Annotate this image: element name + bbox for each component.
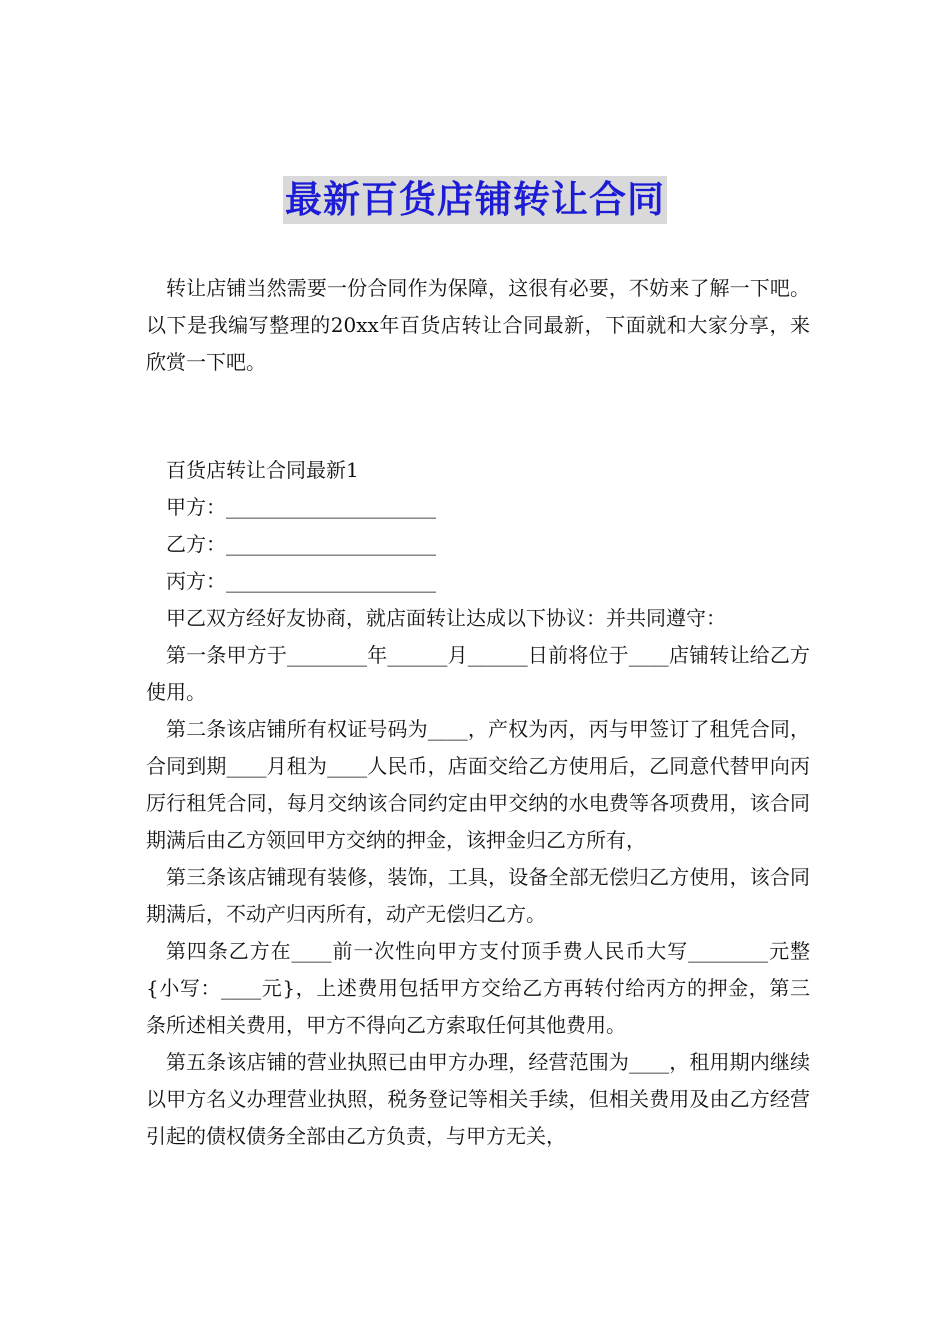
article-2: 第二条该店铺所有权证号码为____，产权为丙，丙与甲签订了租凭合同，合同到期____月租为____人民币，店面交给乙方使用后，乙同意代替甲向丙厉行租凭合同，每月交纳该合同约定由甲交纳的水电费等各项费用，该合同期满后由乙方领回甲方交纳的押金，该押金归乙方所有， — [146, 717, 810, 852]
title-container — [0, 176, 950, 224]
article-4: 第四条乙方在____前一次性向甲方支付顶手费人民币大写________元整{小写：____元}，上述费用包括甲方交给乙方再转付给丙方的押金，第三条所述相关费用，甲方不得向乙方索取任何其他费用。 — [146, 939, 810, 1037]
party-b-line: 乙方：_____________________ — [166, 532, 436, 556]
article-5: 第五条该店铺的营业执照已由甲方办理，经营范围为____，租用期内继续以甲方名义办理营业执照，税务登记等相关手续，但相关费用及由乙方经营引起的债权债务全部由乙方负责，与甲方无关， — [146, 1050, 810, 1148]
article-3: 第三条该店铺现有装修，装饰，工具，设备全部无偿归乙方使用，该合同期满后，不动产归丙所有，动产无偿归乙方。 — [146, 865, 810, 926]
party-c-line: 丙方：_____________________ — [166, 569, 436, 593]
article-1: 第一条甲方于________年______月______日前将位于____店铺转让给乙方使用。 — [146, 643, 810, 704]
party-a-line: 甲方：_____________________ — [166, 495, 436, 519]
agreement-paragraph: 甲乙双方经好友协商，就店面转让达成以下协议：并共同遵守： — [166, 606, 726, 630]
section-heading: 百货店转让合同最新1 — [166, 458, 359, 482]
intro-paragraph: 转让店铺当然需要一份合同作为保障，这很有必要，不妨来了解一下吧。以下是我编写整理的20xx年百货店转让合同最新，下面就和大家分享，来欣赏一下吧。 — [146, 276, 810, 374]
document-title: 最新百货店铺转让合同 — [283, 176, 667, 224]
intro-section — [146, 270, 810, 381]
contract-body — [146, 452, 810, 1155]
